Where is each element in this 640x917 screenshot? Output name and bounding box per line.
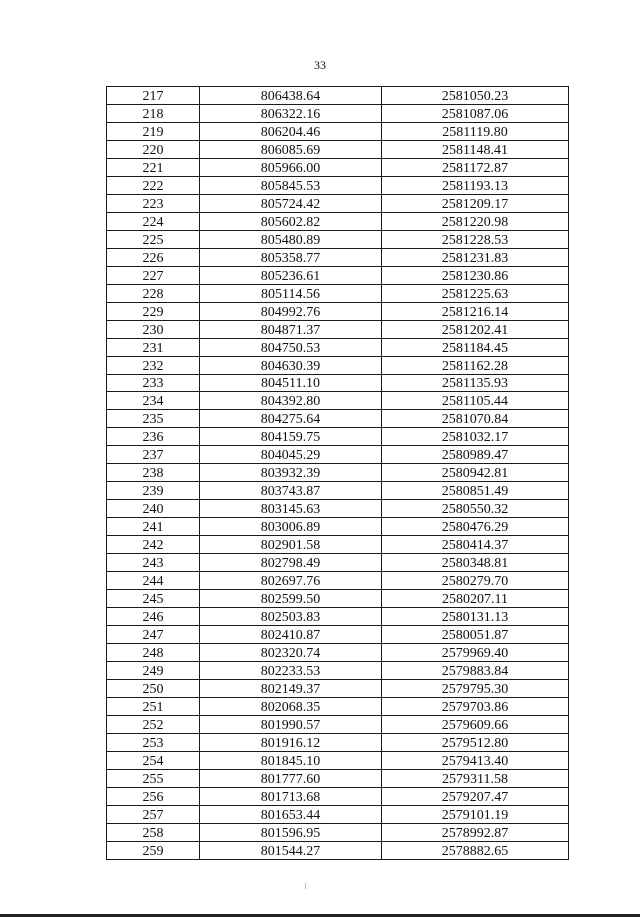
x-coordinate-cell: 802798.49 (200, 554, 382, 572)
x-coordinate-cell: 801653.44 (200, 805, 382, 823)
y-coordinate-cell: 2581228.53 (382, 230, 569, 248)
y-coordinate-cell: 2581119.80 (382, 122, 569, 140)
point-number-cell: 256 (107, 787, 200, 805)
x-coordinate-cell: 805845.53 (200, 176, 382, 194)
point-number-cell: 248 (107, 644, 200, 662)
point-number-cell: 243 (107, 554, 200, 572)
table-row (107, 554, 569, 572)
point-number-cell: 217 (107, 87, 200, 105)
table-row (107, 284, 569, 302)
y-coordinate-cell: 2579311.58 (382, 769, 569, 787)
point-number-cell: 221 (107, 158, 200, 176)
table-row (107, 392, 569, 410)
table-row (107, 320, 569, 338)
x-coordinate-cell: 805966.00 (200, 158, 382, 176)
table-row (107, 697, 569, 715)
point-number-cell: 247 (107, 626, 200, 644)
point-number-cell: 226 (107, 248, 200, 266)
coordinate-table (106, 86, 569, 860)
y-coordinate-cell: 2581209.17 (382, 194, 569, 212)
point-number-cell: 238 (107, 464, 200, 482)
x-coordinate-cell: 801596.95 (200, 823, 382, 841)
y-coordinate-cell: 2581193.13 (382, 176, 569, 194)
x-coordinate-cell: 805724.42 (200, 194, 382, 212)
table-row (107, 644, 569, 662)
y-coordinate-cell: 2581162.28 (382, 356, 569, 374)
y-coordinate-cell: 2581135.93 (382, 374, 569, 392)
table-row (107, 230, 569, 248)
y-coordinate-cell: 2579703.86 (382, 697, 569, 715)
x-coordinate-cell: 805358.77 (200, 248, 382, 266)
x-coordinate-cell: 802149.37 (200, 679, 382, 697)
point-number-cell: 241 (107, 518, 200, 536)
y-coordinate-cell: 2581050.23 (382, 87, 569, 105)
x-coordinate-cell: 804511.10 (200, 374, 382, 392)
x-coordinate-cell: 804392.80 (200, 392, 382, 410)
table-row (107, 248, 569, 266)
y-coordinate-cell: 2581148.41 (382, 140, 569, 158)
point-number-cell: 246 (107, 608, 200, 626)
table-row (107, 446, 569, 464)
y-coordinate-cell: 2579207.47 (382, 787, 569, 805)
y-coordinate-cell: 2579512.80 (382, 733, 569, 751)
y-coordinate-cell: 2580131.13 (382, 608, 569, 626)
y-coordinate-cell: 2580550.32 (382, 500, 569, 518)
coordinate-table-body (107, 87, 569, 860)
x-coordinate-cell: 801544.27 (200, 841, 382, 859)
x-coordinate-cell: 804045.29 (200, 446, 382, 464)
table-row (107, 769, 569, 787)
table-row (107, 536, 569, 554)
table-row (107, 212, 569, 230)
point-number-cell: 259 (107, 841, 200, 859)
table-row (107, 374, 569, 392)
table-row (107, 428, 569, 446)
point-number-cell: 245 (107, 590, 200, 608)
x-coordinate-cell: 801777.60 (200, 769, 382, 787)
y-coordinate-cell: 2581184.45 (382, 338, 569, 356)
table-row (107, 841, 569, 859)
scan-speck (305, 883, 306, 889)
table-row (107, 608, 569, 626)
table-row (107, 679, 569, 697)
x-coordinate-cell: 803145.63 (200, 500, 382, 518)
x-coordinate-cell: 804630.39 (200, 356, 382, 374)
point-number-cell: 218 (107, 104, 200, 122)
y-coordinate-cell: 2580207.11 (382, 590, 569, 608)
table-row (107, 464, 569, 482)
point-number-cell: 253 (107, 733, 200, 751)
point-number-cell: 255 (107, 769, 200, 787)
point-number-cell: 235 (107, 410, 200, 428)
x-coordinate-cell: 802068.35 (200, 697, 382, 715)
point-number-cell: 234 (107, 392, 200, 410)
table-row (107, 266, 569, 284)
y-coordinate-cell: 2580051.87 (382, 626, 569, 644)
y-coordinate-cell: 2581216.14 (382, 302, 569, 320)
y-coordinate-cell: 2579101.19 (382, 805, 569, 823)
table-row (107, 805, 569, 823)
point-number-cell: 244 (107, 572, 200, 590)
point-number-cell: 252 (107, 715, 200, 733)
table-row (107, 500, 569, 518)
table-row (107, 338, 569, 356)
x-coordinate-cell: 802901.58 (200, 536, 382, 554)
x-coordinate-cell: 802233.53 (200, 662, 382, 680)
point-number-cell: 258 (107, 823, 200, 841)
point-number-cell: 240 (107, 500, 200, 518)
table-row (107, 590, 569, 608)
x-coordinate-cell: 805114.56 (200, 284, 382, 302)
x-coordinate-cell: 803006.89 (200, 518, 382, 536)
table-row (107, 140, 569, 158)
y-coordinate-cell: 2580851.49 (382, 482, 569, 500)
y-coordinate-cell: 2580989.47 (382, 446, 569, 464)
y-coordinate-cell: 2579883.84 (382, 662, 569, 680)
x-coordinate-cell: 805236.61 (200, 266, 382, 284)
x-coordinate-cell: 802697.76 (200, 572, 382, 590)
point-number-cell: 220 (107, 140, 200, 158)
table-row (107, 626, 569, 644)
x-coordinate-cell: 802599.50 (200, 590, 382, 608)
y-coordinate-cell: 2581172.87 (382, 158, 569, 176)
point-number-cell: 251 (107, 697, 200, 715)
y-coordinate-cell: 2578882.65 (382, 841, 569, 859)
y-coordinate-cell: 2578992.87 (382, 823, 569, 841)
x-coordinate-cell: 806204.46 (200, 122, 382, 140)
x-coordinate-cell: 802503.83 (200, 608, 382, 626)
y-coordinate-cell: 2581220.98 (382, 212, 569, 230)
page-number: 33 (314, 58, 326, 72)
point-number-cell: 219 (107, 122, 200, 140)
x-coordinate-cell: 804750.53 (200, 338, 382, 356)
point-number-cell: 239 (107, 482, 200, 500)
x-coordinate-cell: 804275.64 (200, 410, 382, 428)
y-coordinate-cell: 2580942.81 (382, 464, 569, 482)
x-coordinate-cell: 805602.82 (200, 212, 382, 230)
table-row (107, 410, 569, 428)
y-coordinate-cell: 2581032.17 (382, 428, 569, 446)
table-row (107, 104, 569, 122)
table-row (107, 787, 569, 805)
x-coordinate-cell: 806322.16 (200, 104, 382, 122)
point-number-cell: 236 (107, 428, 200, 446)
point-number-cell: 250 (107, 679, 200, 697)
table-row (107, 823, 569, 841)
table-row (107, 572, 569, 590)
point-number-cell: 223 (107, 194, 200, 212)
y-coordinate-cell: 2579795.30 (382, 679, 569, 697)
point-number-cell: 254 (107, 751, 200, 769)
point-number-cell: 225 (107, 230, 200, 248)
x-coordinate-cell: 804871.37 (200, 320, 382, 338)
point-number-cell: 230 (107, 320, 200, 338)
table-row (107, 87, 569, 105)
table-row (107, 518, 569, 536)
table-row (107, 733, 569, 751)
point-number-cell: 237 (107, 446, 200, 464)
point-number-cell: 233 (107, 374, 200, 392)
table-row (107, 176, 569, 194)
y-coordinate-cell: 2580348.81 (382, 554, 569, 572)
point-number-cell: 229 (107, 302, 200, 320)
y-coordinate-cell: 2581202.41 (382, 320, 569, 338)
y-coordinate-cell: 2579969.40 (382, 644, 569, 662)
table-row (107, 302, 569, 320)
y-coordinate-cell: 2581225.63 (382, 284, 569, 302)
y-coordinate-cell: 2581087.06 (382, 104, 569, 122)
point-number-cell: 257 (107, 805, 200, 823)
x-coordinate-cell: 801990.57 (200, 715, 382, 733)
point-number-cell: 224 (107, 212, 200, 230)
y-coordinate-cell: 2579609.66 (382, 715, 569, 733)
x-coordinate-cell: 801916.12 (200, 733, 382, 751)
x-coordinate-cell: 806438.64 (200, 87, 382, 105)
y-coordinate-cell: 2581231.83 (382, 248, 569, 266)
point-number-cell: 231 (107, 338, 200, 356)
table-row (107, 751, 569, 769)
y-coordinate-cell: 2581070.84 (382, 410, 569, 428)
point-number-cell: 228 (107, 284, 200, 302)
point-number-cell: 242 (107, 536, 200, 554)
x-coordinate-cell: 801845.10 (200, 751, 382, 769)
x-coordinate-cell: 801713.68 (200, 787, 382, 805)
table-row (107, 194, 569, 212)
point-number-cell: 222 (107, 176, 200, 194)
y-coordinate-cell: 2581105.44 (382, 392, 569, 410)
y-coordinate-cell: 2580279.70 (382, 572, 569, 590)
point-number-cell: 249 (107, 662, 200, 680)
table-row (107, 122, 569, 140)
y-coordinate-cell: 2580476.29 (382, 518, 569, 536)
x-coordinate-cell: 802320.74 (200, 644, 382, 662)
x-coordinate-cell: 805480.89 (200, 230, 382, 248)
table-row (107, 482, 569, 500)
point-number-cell: 232 (107, 356, 200, 374)
x-coordinate-cell: 804159.75 (200, 428, 382, 446)
point-number-cell: 227 (107, 266, 200, 284)
y-coordinate-cell: 2580414.37 (382, 536, 569, 554)
table-row (107, 662, 569, 680)
y-coordinate-cell: 2579413.40 (382, 751, 569, 769)
table-row (107, 356, 569, 374)
x-coordinate-cell: 802410.87 (200, 626, 382, 644)
x-coordinate-cell: 804992.76 (200, 302, 382, 320)
table-row (107, 158, 569, 176)
x-coordinate-cell: 806085.69 (200, 140, 382, 158)
x-coordinate-cell: 803743.87 (200, 482, 382, 500)
x-coordinate-cell: 803932.39 (200, 464, 382, 482)
table-row (107, 715, 569, 733)
y-coordinate-cell: 2581230.86 (382, 266, 569, 284)
